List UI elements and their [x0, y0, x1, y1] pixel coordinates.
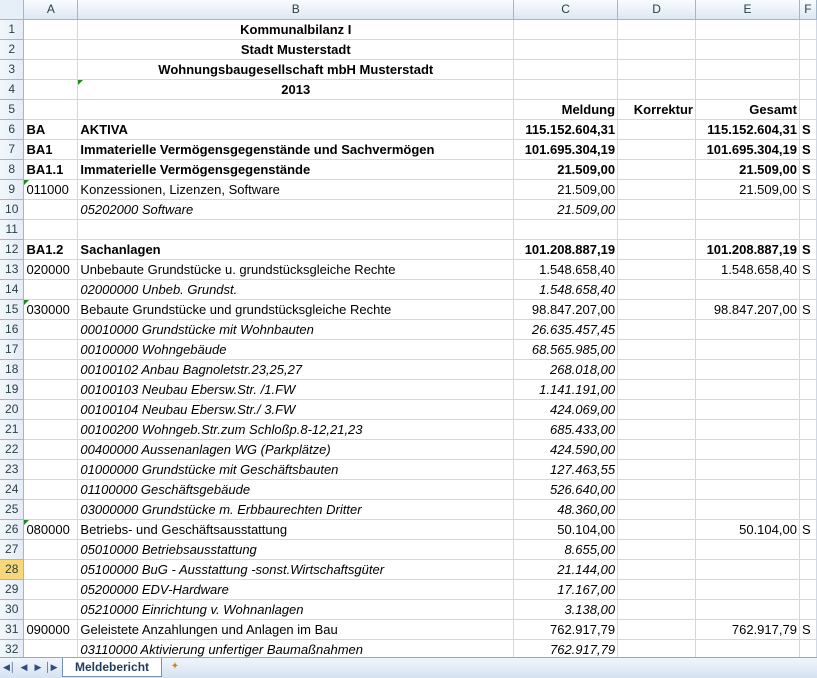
- insert-sheet-icon[interactable]: ✦: [170, 661, 180, 672]
- cell-f[interactable]: [799, 40, 816, 60]
- row-header[interactable]: 16: [0, 320, 24, 340]
- cell-c[interactable]: 1.548.658,40: [514, 260, 618, 280]
- cell-c[interactable]: 98.847.207,00: [514, 300, 618, 320]
- cell-e[interactable]: [696, 360, 800, 380]
- cell-b[interactable]: Immaterielle Vermögensgegenstände: [78, 160, 514, 180]
- row-header[interactable]: 30: [0, 600, 24, 620]
- sheet-row: [0, 160, 817, 180]
- cell-f[interactable]: S: [799, 180, 816, 200]
- cell-a[interactable]: [24, 60, 78, 80]
- cell-f[interactable]: [799, 220, 816, 240]
- cell-d[interactable]: [618, 540, 696, 560]
- cell-b[interactable]: [78, 220, 514, 240]
- cell-c[interactable]: 21.509,00: [514, 160, 618, 180]
- cell-c[interactable]: 26.635.457,45: [514, 320, 618, 340]
- cell-c[interactable]: 127.463,55: [514, 460, 618, 480]
- cell-d[interactable]: [618, 140, 696, 160]
- cell-e[interactable]: [696, 380, 800, 400]
- cell-a[interactable]: 011000: [24, 180, 78, 200]
- sheet-tab-bar: [0, 657, 817, 678]
- cell-e[interactable]: [696, 220, 800, 240]
- row-header[interactable]: 29: [0, 580, 24, 600]
- cell-d[interactable]: [618, 260, 696, 280]
- cell-d[interactable]: [618, 480, 696, 500]
- cell-e[interactable]: 21.509,00: [696, 160, 800, 180]
- column-header-c[interactable]: C: [514, 0, 618, 20]
- cell-a[interactable]: BA: [24, 120, 78, 140]
- sheet-row: [0, 240, 817, 260]
- cell-c[interactable]: 21.144,00: [514, 560, 618, 580]
- row-header[interactable]: 11: [0, 220, 24, 240]
- cell-c[interactable]: 21.509,00: [514, 180, 618, 200]
- sheet-row: [0, 320, 817, 340]
- cell-b[interactable]: Geleistete Anzahlungen und Anlagen im Bau: [78, 620, 514, 640]
- cell-c[interactable]: 424.069,00: [514, 400, 618, 420]
- cell-f[interactable]: S: [799, 140, 816, 160]
- cell-e[interactable]: 1.548.658,40: [696, 260, 800, 280]
- row-header[interactable]: 24: [0, 480, 24, 500]
- row-header[interactable]: 1: [0, 20, 24, 40]
- cell-f[interactable]: [799, 320, 816, 340]
- cell-b[interactable]: Unbebaute Grundstücke u. grundstücksgleiche Rechte: [78, 260, 514, 280]
- cell-b[interactable]: 2013: [78, 80, 514, 100]
- cell-a[interactable]: [24, 560, 78, 580]
- cell-e[interactable]: [696, 340, 800, 360]
- sheet-row: [0, 180, 817, 200]
- cell-d[interactable]: [618, 160, 696, 180]
- cell-f[interactable]: [799, 580, 816, 600]
- cell-c[interactable]: 424.590,00: [514, 440, 618, 460]
- cell-c[interactable]: [514, 20, 618, 40]
- cell-e[interactable]: [696, 540, 800, 560]
- row-header[interactable]: 3: [0, 60, 24, 80]
- cell-c[interactable]: 101.208.887,19: [514, 240, 618, 260]
- sheet-row: [0, 260, 817, 280]
- cell-a[interactable]: 030000: [24, 300, 78, 320]
- cell-d[interactable]: [618, 40, 696, 60]
- last-sheet-icon[interactable]: │▶: [45, 662, 58, 672]
- cell-c[interactable]: 1.141.191,00: [514, 380, 618, 400]
- cell-b[interactable]: 05200000 EDV-Hardware: [78, 580, 514, 600]
- cell-d[interactable]: [618, 300, 696, 320]
- cell-f[interactable]: [799, 440, 816, 460]
- cell-a[interactable]: 090000: [24, 620, 78, 640]
- sheet-row: [0, 460, 817, 480]
- cell-f[interactable]: [799, 540, 816, 560]
- column-header-d[interactable]: D: [618, 0, 696, 20]
- cell-d[interactable]: [618, 180, 696, 200]
- sheet-row: [0, 200, 817, 220]
- cell-c[interactable]: 268.018,00: [514, 360, 618, 380]
- sheet-row: [0, 580, 817, 600]
- cell-b[interactable]: 02000000 Unbeb. Grundst.: [78, 280, 514, 300]
- sheet-row: [0, 340, 817, 360]
- cell-e[interactable]: [696, 560, 800, 580]
- column-header-row: [0, 0, 817, 20]
- cell-d[interactable]: [618, 460, 696, 480]
- cell-c[interactable]: [514, 40, 618, 60]
- row-header[interactable]: 5: [0, 100, 24, 120]
- cell-f[interactable]: S: [799, 260, 816, 280]
- cell-b[interactable]: [78, 100, 514, 120]
- sheet-row: [0, 380, 817, 400]
- row-header[interactable]: 13: [0, 260, 24, 280]
- cell-e[interactable]: [696, 20, 800, 40]
- cell-e[interactable]: [696, 420, 800, 440]
- cell-f[interactable]: S: [799, 620, 816, 640]
- cell-f[interactable]: [799, 60, 816, 80]
- cell-f[interactable]: [799, 420, 816, 440]
- row-header[interactable]: 7: [0, 140, 24, 160]
- cell-e[interactable]: [696, 200, 800, 220]
- cell-e[interactable]: 50.104,00: [696, 520, 800, 540]
- cell-b[interactable]: Stadt Musterstadt: [78, 40, 514, 60]
- sheet-row: [0, 420, 817, 440]
- cell-c[interactable]: 762.917,79: [514, 640, 618, 658]
- cell-d[interactable]: [618, 240, 696, 260]
- cell-d[interactable]: [618, 500, 696, 520]
- cell-c[interactable]: 526.640,00: [514, 480, 618, 500]
- row-header[interactable]: 25: [0, 500, 24, 520]
- cell-b[interactable]: 00010000 Grundstücke mit Wohnbauten: [78, 320, 514, 340]
- cell-e[interactable]: [696, 80, 800, 100]
- cell-d[interactable]: [618, 340, 696, 360]
- row-header[interactable]: 20: [0, 400, 24, 420]
- sheet-row: [0, 140, 817, 160]
- cell-b[interactable]: 00100104 Neubau Ebersw.Str./ 3.FW: [78, 400, 514, 420]
- cell-d[interactable]: [618, 200, 696, 220]
- cell-a[interactable]: [24, 280, 78, 300]
- cell-a[interactable]: [24, 540, 78, 560]
- cell-a[interactable]: [24, 220, 78, 240]
- row-header[interactable]: 2: [0, 40, 24, 60]
- cell-f[interactable]: S: [799, 160, 816, 180]
- cell-c[interactable]: 685.433,00: [514, 420, 618, 440]
- cell-b[interactable]: 03110000 Aktivierung unfertiger Baumaßnahmen: [78, 640, 514, 658]
- cell-a[interactable]: BA1.1: [24, 160, 78, 180]
- sheet-row: [0, 100, 817, 120]
- cell-e[interactable]: [696, 40, 800, 60]
- column-header-b[interactable]: B: [78, 0, 514, 20]
- cell-e[interactable]: 101.695.304,19: [696, 140, 800, 160]
- cell-d[interactable]: [618, 280, 696, 300]
- cell-b[interactable]: Konzessionen, Lizenzen, Software: [78, 180, 514, 200]
- cell-f[interactable]: [799, 600, 816, 620]
- cell-c[interactable]: 17.167,00: [514, 580, 618, 600]
- cell-d[interactable]: [618, 580, 696, 600]
- cell-e[interactable]: 762.917,79: [696, 620, 800, 640]
- cell-c[interactable]: Meldung: [514, 100, 618, 120]
- cell-b[interactable]: 05010000 Betriebsausstattung: [78, 540, 514, 560]
- row-header[interactable]: 14: [0, 280, 24, 300]
- select-all-corner[interactable]: [0, 0, 24, 20]
- row-header[interactable]: 26: [0, 520, 24, 540]
- row-header[interactable]: 31: [0, 620, 24, 640]
- sheet-row: [0, 600, 817, 620]
- cell-c[interactable]: 101.695.304,19: [514, 140, 618, 160]
- cell-f[interactable]: S: [799, 300, 816, 320]
- cell-c[interactable]: [514, 80, 618, 100]
- tab-meldebericht[interactable]: Meldebericht: [62, 658, 162, 677]
- cell-a[interactable]: [24, 380, 78, 400]
- cell-d[interactable]: [618, 440, 696, 460]
- sheet-row: [0, 280, 817, 300]
- row-header[interactable]: 17: [0, 340, 24, 360]
- cell-b[interactable]: 05210000 Einrichtung v. Wohnanlagen: [78, 600, 514, 620]
- cell-b[interactable]: Bebaute Grundstücke und grundstücksgleiche Rechte: [78, 300, 514, 320]
- cell-f[interactable]: [799, 480, 816, 500]
- row-header[interactable]: 18: [0, 360, 24, 380]
- cell-a[interactable]: [24, 340, 78, 360]
- cell-d[interactable]: [618, 420, 696, 440]
- cell-d[interactable]: [618, 640, 696, 658]
- next-sheet-icon[interactable]: ▶: [34, 662, 42, 672]
- cell-a[interactable]: [24, 40, 78, 60]
- row-header[interactable]: 22: [0, 440, 24, 460]
- cell-e[interactable]: [696, 500, 800, 520]
- cell-a[interactable]: [24, 20, 78, 40]
- cell-d[interactable]: [618, 20, 696, 40]
- cell-e[interactable]: [696, 580, 800, 600]
- cell-d[interactable]: [618, 320, 696, 340]
- cell-a[interactable]: [24, 480, 78, 500]
- cell-d[interactable]: [618, 80, 696, 100]
- row-header[interactable]: 6: [0, 120, 24, 140]
- cell-b[interactable]: 01000000 Grundstücke mit Geschäftsbauten: [78, 460, 514, 480]
- sheet-row: [0, 120, 817, 140]
- cell-a[interactable]: [24, 360, 78, 380]
- cell-f[interactable]: [799, 500, 816, 520]
- sheet-row: [0, 220, 817, 240]
- cell-f[interactable]: [799, 80, 816, 100]
- row-header[interactable]: 21: [0, 420, 24, 440]
- sheet-row: [0, 20, 817, 40]
- row-header[interactable]: 32: [0, 640, 24, 658]
- cell-a[interactable]: [24, 640, 78, 658]
- cell-c[interactable]: 48.360,00: [514, 500, 618, 520]
- cell-f[interactable]: [799, 380, 816, 400]
- cell-d[interactable]: [618, 360, 696, 380]
- cell-c[interactable]: 50.104,00: [514, 520, 618, 540]
- cell-a[interactable]: [24, 420, 78, 440]
- prev-sheet-icon[interactable]: ◀: [20, 662, 28, 672]
- cell-e[interactable]: [696, 60, 800, 80]
- cell-d[interactable]: [618, 620, 696, 640]
- cell-f[interactable]: [799, 100, 816, 120]
- cell-d[interactable]: Korrektur: [618, 100, 696, 120]
- cell-e[interactable]: Gesamt: [696, 100, 800, 120]
- row-header[interactable]: 4: [0, 80, 24, 100]
- cell-b[interactable]: Sachanlagen: [78, 240, 514, 260]
- cell-c[interactable]: 68.565.985,00: [514, 340, 618, 360]
- cell-e[interactable]: [696, 640, 800, 658]
- column-header-f[interactable]: F: [799, 0, 816, 20]
- first-sheet-icon[interactable]: ◀│: [3, 662, 16, 672]
- cell-a[interactable]: [24, 500, 78, 520]
- sheet-row: [0, 500, 817, 520]
- cell-d[interactable]: [618, 380, 696, 400]
- cell-b[interactable]: 00100103 Neubau Ebersw.Str. /1.FW: [78, 380, 514, 400]
- cell-b[interactable]: 01100000 Geschäftsgebäude: [78, 480, 514, 500]
- cell-b[interactable]: Wohnungsbaugesellschaft mbH Musterstadt: [78, 60, 514, 80]
- cell-b[interactable]: Kommunalbilanz I: [78, 20, 514, 40]
- cell-e[interactable]: 101.208.887,19: [696, 240, 800, 260]
- cell-f[interactable]: [799, 20, 816, 40]
- cell-e[interactable]: [696, 480, 800, 500]
- sheet-row: [0, 400, 817, 420]
- row-header[interactable]: 27: [0, 540, 24, 560]
- cell-d[interactable]: [618, 120, 696, 140]
- cell-b[interactable]: 00100000 Wohngebäude: [78, 340, 514, 360]
- cell-d[interactable]: [618, 560, 696, 580]
- cell-d[interactable]: [618, 400, 696, 420]
- row-header[interactable]: 23: [0, 460, 24, 480]
- cell-a[interactable]: [24, 320, 78, 340]
- cell-e[interactable]: 98.847.207,00: [696, 300, 800, 320]
- cell-e[interactable]: [696, 400, 800, 420]
- cell-f[interactable]: [799, 200, 816, 220]
- cell-d[interactable]: [618, 60, 696, 80]
- cell-f[interactable]: [799, 280, 816, 300]
- cell-b[interactable]: 05202000 Software: [78, 200, 514, 220]
- cell-a[interactable]: BA1: [24, 140, 78, 160]
- cell-a[interactable]: 080000: [24, 520, 78, 540]
- row-header[interactable]: 9: [0, 180, 24, 200]
- cell-a[interactable]: BA1.2: [24, 240, 78, 260]
- cell-b[interactable]: 00100102 Anbau Bagnoletstr.23,25,27: [78, 360, 514, 380]
- cell-c[interactable]: 8.655,00: [514, 540, 618, 560]
- sheet-row: [0, 300, 817, 320]
- cell-e[interactable]: [696, 280, 800, 300]
- cell-f[interactable]: [799, 560, 816, 580]
- row-header[interactable]: 12: [0, 240, 24, 260]
- cell-f[interactable]: [799, 640, 816, 658]
- sheet-row: [0, 440, 817, 460]
- cell-e[interactable]: 115.152.604,31: [696, 120, 800, 140]
- sheet-row: [0, 40, 817, 60]
- sheet-row: [0, 520, 817, 540]
- cell-b[interactable]: Betriebs- und Geschäftsausstattung: [78, 520, 514, 540]
- cell-d[interactable]: [618, 220, 696, 240]
- cell-f[interactable]: S: [799, 120, 816, 140]
- cell-c[interactable]: [514, 60, 618, 80]
- cell-c[interactable]: 1.548.658,40: [514, 280, 618, 300]
- cell-a[interactable]: [24, 100, 78, 120]
- column-header-a[interactable]: A: [24, 0, 78, 20]
- cell-e[interactable]: [696, 440, 800, 460]
- row-header[interactable]: 15: [0, 300, 24, 320]
- cell-a[interactable]: [24, 80, 78, 100]
- cell-b[interactable]: 00100200 Wohngeb.Str.zum Schloßp.8-12,21,23: [78, 420, 514, 440]
- cell-f[interactable]: [799, 460, 816, 480]
- cell-a[interactable]: [24, 460, 78, 480]
- cell-e[interactable]: [696, 320, 800, 340]
- sheet-row: [0, 480, 817, 500]
- cell-a[interactable]: [24, 400, 78, 420]
- cell-e[interactable]: 21.509,00: [696, 180, 800, 200]
- cell-a[interactable]: [24, 440, 78, 460]
- sheet-row: [0, 560, 817, 580]
- cell-e[interactable]: [696, 600, 800, 620]
- cell-f[interactable]: S: [799, 240, 816, 260]
- cell-b[interactable]: 00400000 Aussenanlagen WG (Parkplätze): [78, 440, 514, 460]
- cell-b[interactable]: Immaterielle Vermögensgegenstände und Sachvermögen: [78, 140, 514, 160]
- row-header[interactable]: 8: [0, 160, 24, 180]
- column-header-e[interactable]: E: [696, 0, 800, 20]
- sheet-row: [0, 60, 817, 80]
- cell-f[interactable]: S: [799, 520, 816, 540]
- cell-a[interactable]: [24, 600, 78, 620]
- sheet-row: [0, 620, 817, 640]
- row-header[interactable]: 19: [0, 380, 24, 400]
- cell-b[interactable]: 03000000 Grundstücke m. Erbbaurechten Dritter: [78, 500, 514, 520]
- cell-f[interactable]: [799, 400, 816, 420]
- cell-c[interactable]: 762.917,79: [514, 620, 618, 640]
- cell-a[interactable]: 020000: [24, 260, 78, 280]
- cell-b[interactable]: 05100000 BuG - Ausstattung -sonst.Wirtschaftsgüter: [78, 560, 514, 580]
- cell-d[interactable]: [618, 600, 696, 620]
- cell-f[interactable]: [799, 360, 816, 380]
- cell-e[interactable]: [696, 460, 800, 480]
- row-header[interactable]: 10: [0, 200, 24, 220]
- row-header[interactable]: 28: [0, 560, 24, 580]
- sheet-row: [0, 540, 817, 560]
- cell-d[interactable]: [618, 520, 696, 540]
- sheet-row: [0, 640, 817, 658]
- sheet-row: [0, 80, 817, 100]
- sheet-row: [0, 360, 817, 380]
- cell-b[interactable]: AKTIVA: [78, 120, 514, 140]
- cell-a[interactable]: [24, 580, 78, 600]
- cell-a[interactable]: [24, 200, 78, 220]
- cell-c[interactable]: [514, 220, 618, 240]
- cell-c[interactable]: 3.138,00: [514, 600, 618, 620]
- cell-c[interactable]: 21.509,00: [514, 200, 618, 220]
- cell-f[interactable]: [799, 340, 816, 360]
- cell-c[interactable]: 115.152.604,31: [514, 120, 618, 140]
